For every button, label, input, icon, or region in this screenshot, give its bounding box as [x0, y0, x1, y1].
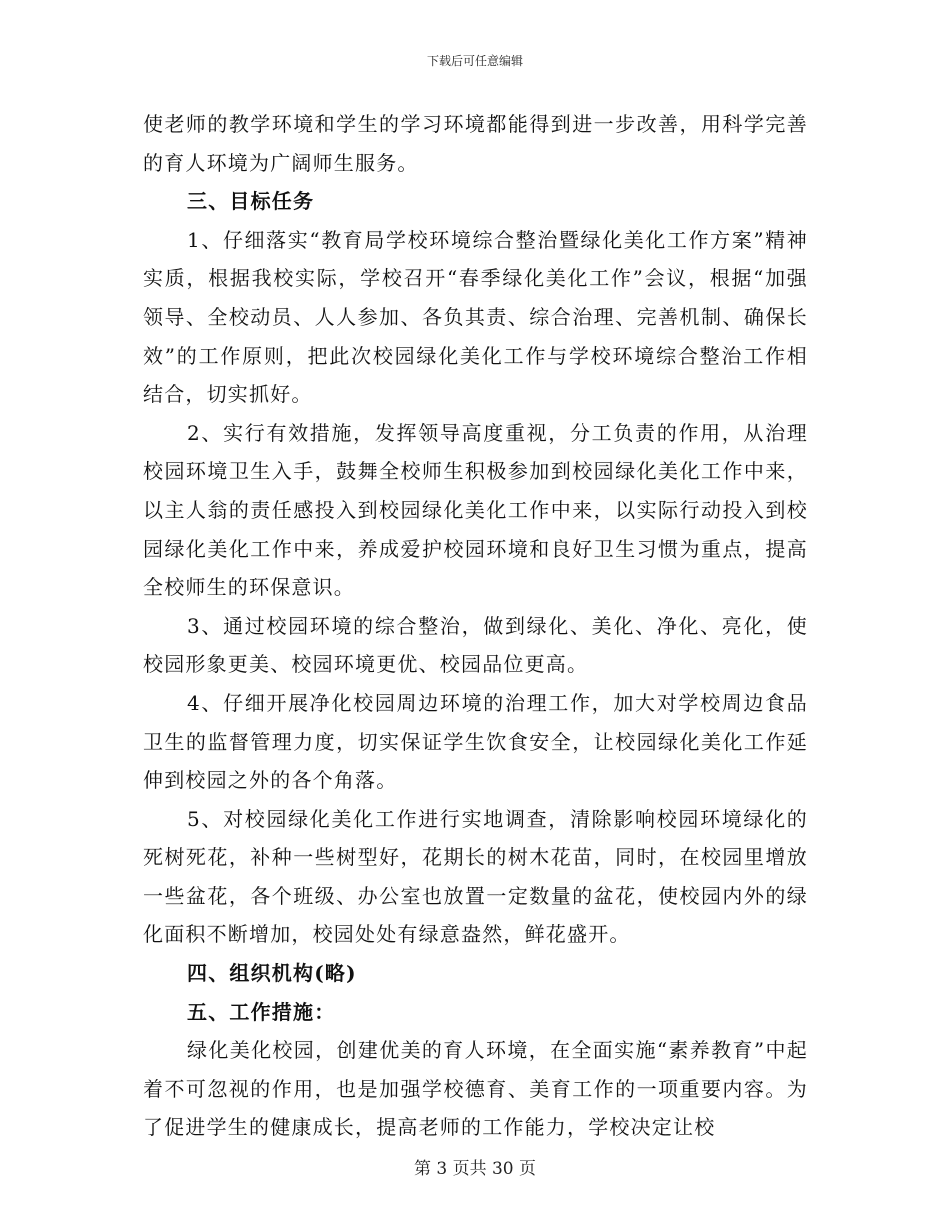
paragraph-goal-5: 5、对校园绿化美化工作进行实地调查，清除影响校园环境绿化的死树死花，补种一些树型好，花期长的树木花苗，同时，在校园里增放一些盆花，各个班级、办公室也放置一定数量的盆花，使校园内外的绿化面积不断增加，校园处处有绿意盎然，鲜花盛开。 — [143, 806, 808, 947]
document-body — [143, 105, 808, 1147]
paragraph-measures-intro: 绿化美化校园，创建优美的育人环境，在全面实施“素养教育”中起着不可忽视的作用，也是加强学校德育、美育工作的一项重要内容。为了促进学生的健康成长，提高老师的工作能力，学校决定让校 — [143, 1038, 808, 1140]
section-heading-measures: 五、工作措施： — [187, 999, 336, 1024]
paragraph-goal-2: 2、实行有效措施，发挥领导高度重视，分工负责的作用，从治理校园环境卫生入手，鼓舞全校师生积极参加到校园绿化美化工作中来，以主人翁的责任感投入到校园绿化美化工作中来，以实际行动投入到校园绿化美化工作中来，养成爱护校园环境和良好卫生习惯为重点，提高全校师生的环保意识。 — [143, 420, 808, 600]
paragraph-goal-1: 1、仔细落实“教育局学校环境综合整治暨绿化美化工作方案”精神实质，根据我校实际，学校召开“春季绿化美化工作”会议，根据“加强领导、全校动员、人人参加、各负其责、综合治理、完善机制、确保长效”的工作原则，把此次校园绿化美化工作与学校环境综合整治工作相结合，切实抓好。 — [143, 227, 808, 407]
paragraph-continuation: 使老师的教学环境和学生的学习环境都能得到进一步改善，用科学完善的育人环境为广阔师生服务。 — [143, 112, 808, 175]
page-header: 下载后可任意编辑 — [426, 54, 523, 68]
section-heading-organization: 四、组织机构(略) — [187, 961, 357, 986]
paragraph-goal-4: 4、仔细开展净化校园周边环境的治理工作，加大对学校周边食品卫生的监督管理力度，切实保证学生饮食安全，让校园绿化美化工作延伸到校园之外的各个角落。 — [143, 690, 808, 793]
section-heading-goals: 三、目标任务 — [187, 189, 315, 214]
paragraph-goal-3: 3、通过校园环境的综合整治，做到绿化、美化、净化、亮化，使校园形象更美、校园环境更优、校园品位更高。 — [143, 613, 808, 677]
page-number: 第 3 页共 30 页 — [413, 1159, 537, 1179]
